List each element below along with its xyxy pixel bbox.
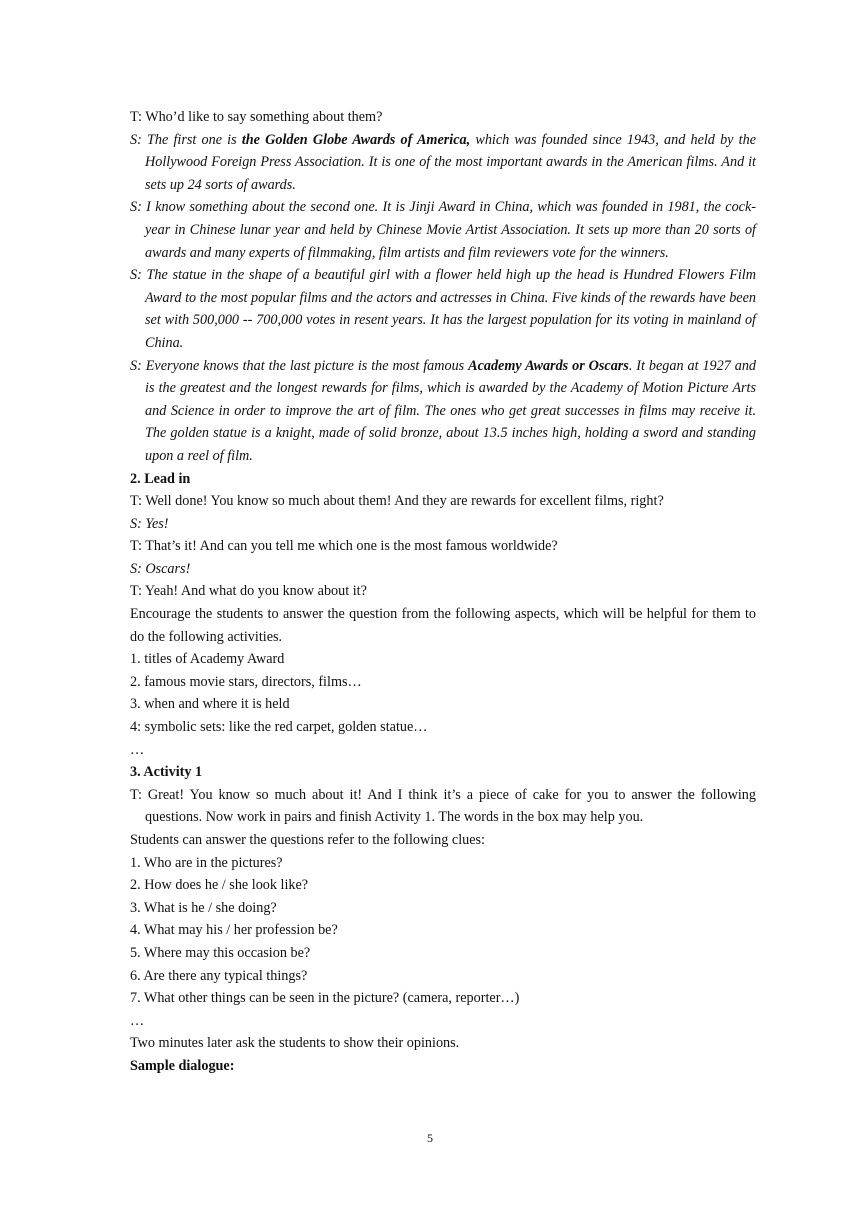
list-item: 7. What other things can be seen in the picture? (camera, reporter…) [130,990,520,1007]
teacher-line: T: Well done! You know so much about them! And they are rewards for excellent films, right? [130,493,664,510]
document-body [130,106,756,1078]
instruction-paragraph: Students can answer the questions refer to the following clues: [130,832,485,848]
teacher-line: T: That’s it! And can you tell me which one is the most famous worldwide? [130,538,558,555]
emphasis-text: the Golden Globe Awards of America, [241,131,471,148]
list-item: 5. Where may this occasion be? [130,944,311,961]
emphasis-text: Academy Awards or Oscars [468,357,629,374]
text-run: . It began at 1927 and is the greatest and the longest rewards for films, which is awarded by the Academy of Motion Picture Arts and Science in order to improve the art of film. The ones who get great successes in films may receive it. The golden statue is a knight, made of solid bronze, about 13.5 inches high, holding a sword and standing upon a reel of film. [145,357,757,464]
list-item: 2. famous movie stars, directors, films… [130,673,362,690]
student-line-oscars [130,355,756,468]
text-run: S: Everyone knows that the last picture is the most famous [130,357,469,374]
teacher-line: T: Yeah! And what do you know about it? [130,583,367,600]
list-item: 6. Are there any typical things? [130,967,308,984]
list-item: 2. How does he / she look like? [130,877,309,894]
sample-dialogue-heading: Sample dialogue: [130,1057,235,1074]
teacher-line: T: Who’d like to say something about them? [130,109,383,125]
instruction-paragraph: Encourage the students to answer the question from the following aspects, which will be helpful for them to do the following activities. [130,606,756,645]
page-number: 5 [427,1131,433,1145]
student-line-jinji: S: I know something about the second one. It is Jinji Award in China, which was founded in 1981, the cock-year in Chinese lunar year and held by Chinese Movie Artist Association. It sets up more than 20 sorts of awards and many experts of filmmaking, film artists and film reviewers vote for the winners. [130,199,756,261]
section-heading-activity-1: 3. Activity 1 [130,764,203,781]
text-run: which was founded since 1943, and held by the Hollywood Foreign Press Association. It is one of the most important awards in the American films. And it sets up 24 sorts of awards. [145,131,756,193]
list-item: 4. What may his / her profession be? [130,922,338,939]
list-item: 1. Who are in the pictures? [130,854,283,871]
section-heading-lead-in: 2. Lead in [130,470,191,487]
student-line: S: Yes! [130,515,169,532]
student-line-hundred-flowers: S: The statue in the shape of a beautiful girl with a flower held high up the head is Hundred Flowers Film Award to the most popular films and the actors and actresses in China. Five kinds of the rewards have been set with 500,000 -- 700,000 votes in resent years. It has the largest population for its voting in mainland of China. [130,267,756,351]
instruction-paragraph: Two minutes later ask the students to show their opinions. [130,1035,460,1052]
student-line: S: Oscars! [130,560,191,577]
list-item: 4: symbolic sets: like the red carpet, golden statue… [130,719,428,736]
teacher-line: T: Great! You know so much about it! And I think it’s a piece of cake for you to answer the following questions. Now work in pairs and finish Activity 1. The words in the box may help you. [130,786,756,826]
ellipsis-line: … [130,1012,145,1029]
ellipsis-line: … [130,741,145,758]
text-run: S: The first one is [130,131,242,148]
list-item: 3. What is he / she doing? [130,899,277,916]
student-line-golden-globe [130,129,756,197]
list-item: 3. when and where it is held [130,696,290,713]
list-item: 1. titles of Academy Award [130,651,285,668]
